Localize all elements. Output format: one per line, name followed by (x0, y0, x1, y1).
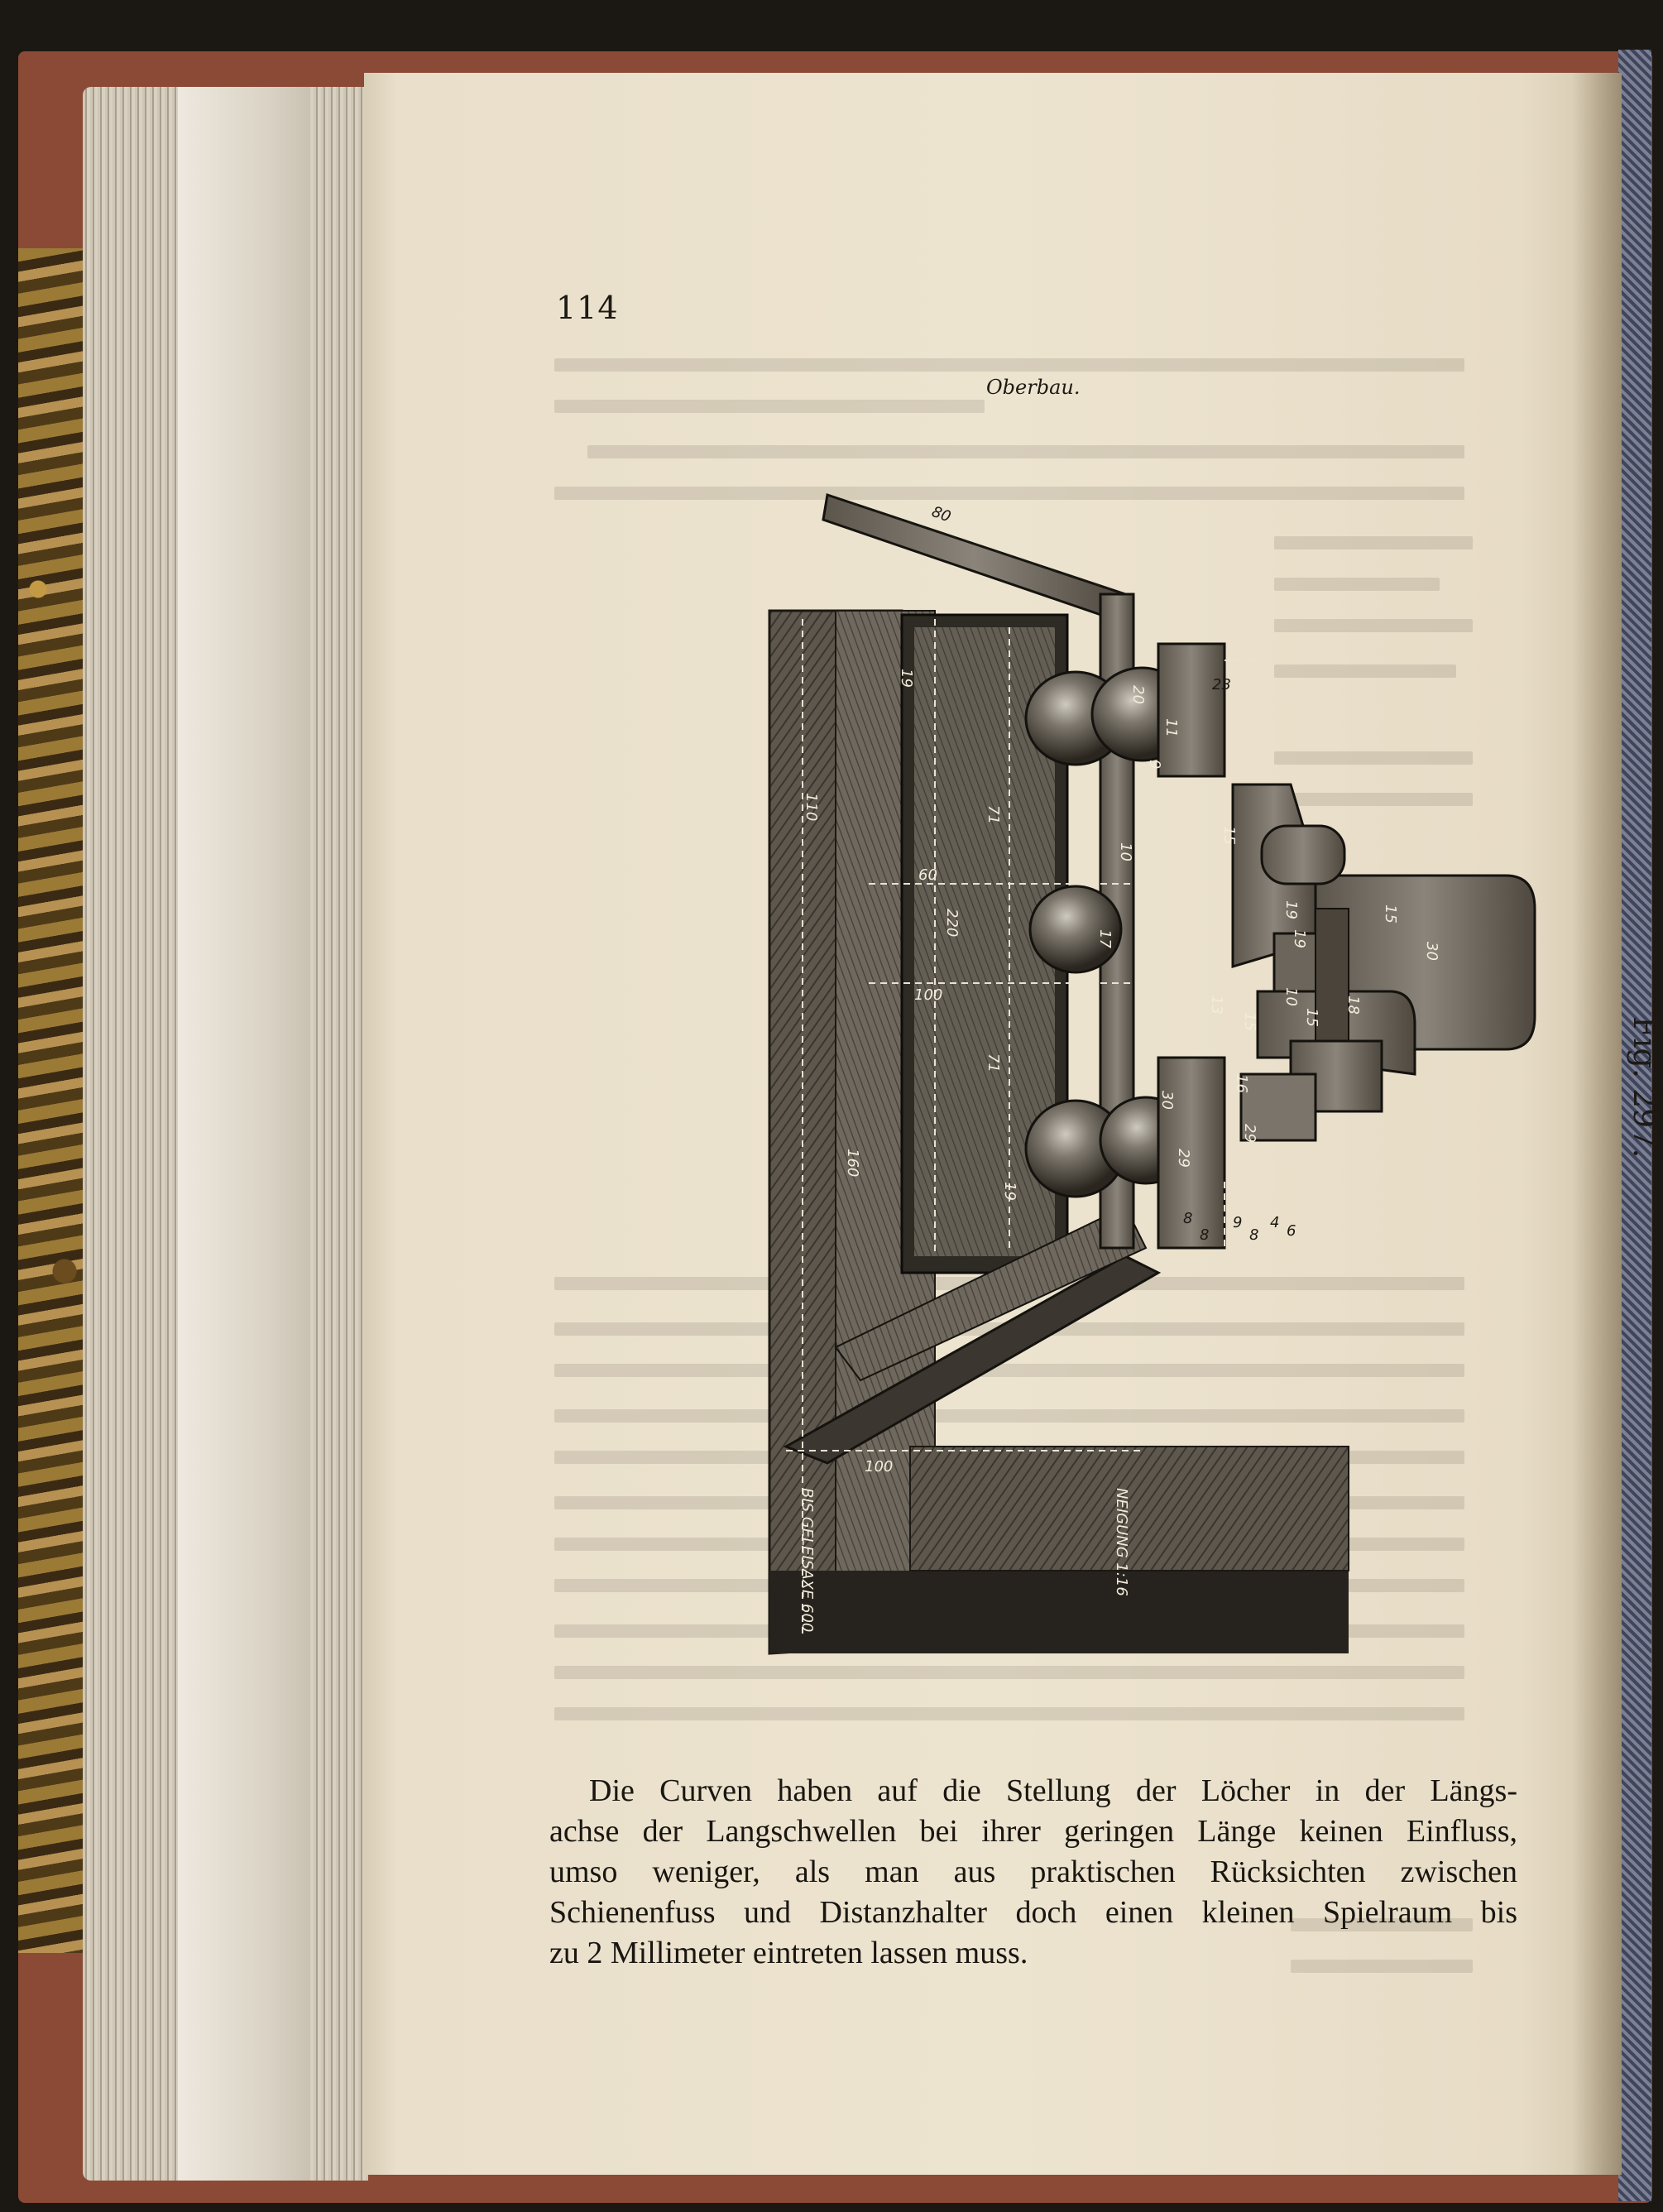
dim-8b: 8 (1200, 1226, 1210, 1244)
dim-20: 20 (1129, 685, 1147, 704)
sleeper-bottom (769, 1571, 1349, 1653)
dim-29: 29 (1175, 1149, 1192, 1168)
paragraph-line-1: Die Curven haben auf die Stellung der Löcher in der Längs- (589, 1773, 1517, 1808)
paragraph-line-2: achse der Langschwellen bei ihrer geringen Länge keinen Einfluss, (549, 1814, 1517, 1849)
dim-4: 4 (1270, 1214, 1280, 1231)
dim-71: 71 (985, 805, 1002, 824)
paragraph (549, 1771, 1517, 1974)
figure-label: Fig. 297. (1627, 1016, 1663, 1159)
dim-30b: 30 (1158, 1091, 1176, 1110)
dim-19d: 19 (1001, 1182, 1018, 1201)
dim-18: 18 (1344, 996, 1362, 1015)
dim-19c: 19 (1282, 900, 1300, 919)
rail-bolt-head (1262, 826, 1344, 884)
dim-15c: 15 (1382, 904, 1399, 924)
dim-71b: 71 (985, 1053, 1002, 1072)
dim-19: 19 (898, 669, 915, 688)
dim-220: 220 (943, 909, 961, 938)
dim-8c: 8 (1249, 1226, 1259, 1244)
clip-upper (1158, 644, 1224, 776)
engineering-drawing (662, 478, 1535, 1695)
dim-11: 11 (1162, 718, 1180, 737)
dim-110: 110 (803, 793, 820, 822)
dim-19b: 19 (1291, 929, 1308, 948)
base-dim-100: 100 (865, 1458, 894, 1475)
dim-17: 17 (1096, 929, 1114, 948)
marbled-endpaper (18, 248, 84, 1953)
running-head: Oberbau. (986, 376, 1081, 399)
spine-shadow (1572, 73, 1622, 2175)
page-edge-highlight (178, 87, 310, 2181)
paragraph-line-5: zu 2 Millimeter eintreten lassen muss. (549, 1936, 1028, 1970)
dim-15d: 15 (1241, 1012, 1258, 1031)
dim-6: 6 (1287, 1222, 1296, 1240)
paragraph-line-3: umso weniger, als man aus praktischen Rücksichten zwischen (549, 1855, 1517, 1889)
label-neigung: NEIGUNG 1:16 (1113, 1488, 1130, 1596)
label-bis-geleisaxe: BIS GELEISAXE 600 (798, 1488, 816, 1633)
dim-15b: 15 (1303, 1008, 1320, 1027)
paragraph-line-4: Schienenfuss und Distanzhalter doch einen kleinen Spielraum bis (549, 1895, 1517, 1930)
dim-30: 30 (1423, 942, 1440, 961)
figure-rail-fastening-drawing (662, 478, 1535, 1695)
dim-9: 9 (1146, 760, 1163, 770)
distance-plate-top (823, 495, 1125, 623)
page-number: 114 (556, 290, 619, 326)
dim-10b: 10 (1282, 987, 1300, 1006)
dim-80: 80 (929, 502, 953, 526)
dim-13: 13 (1208, 996, 1225, 1015)
dim-29b: 29 (1241, 1124, 1258, 1143)
dim-23: 23 (1212, 676, 1231, 693)
dim-9b: 9 (1233, 1214, 1243, 1231)
dim-15: 15 (1220, 826, 1238, 845)
dim-10: 10 (1117, 842, 1134, 861)
dim-16: 16 (1233, 1074, 1250, 1093)
dim-100: 100 (914, 986, 943, 1004)
dim-60: 60 (918, 866, 937, 884)
dim-160: 160 (844, 1149, 861, 1178)
book-page (364, 73, 1663, 2175)
dim-8a: 8 (1183, 1210, 1193, 1227)
